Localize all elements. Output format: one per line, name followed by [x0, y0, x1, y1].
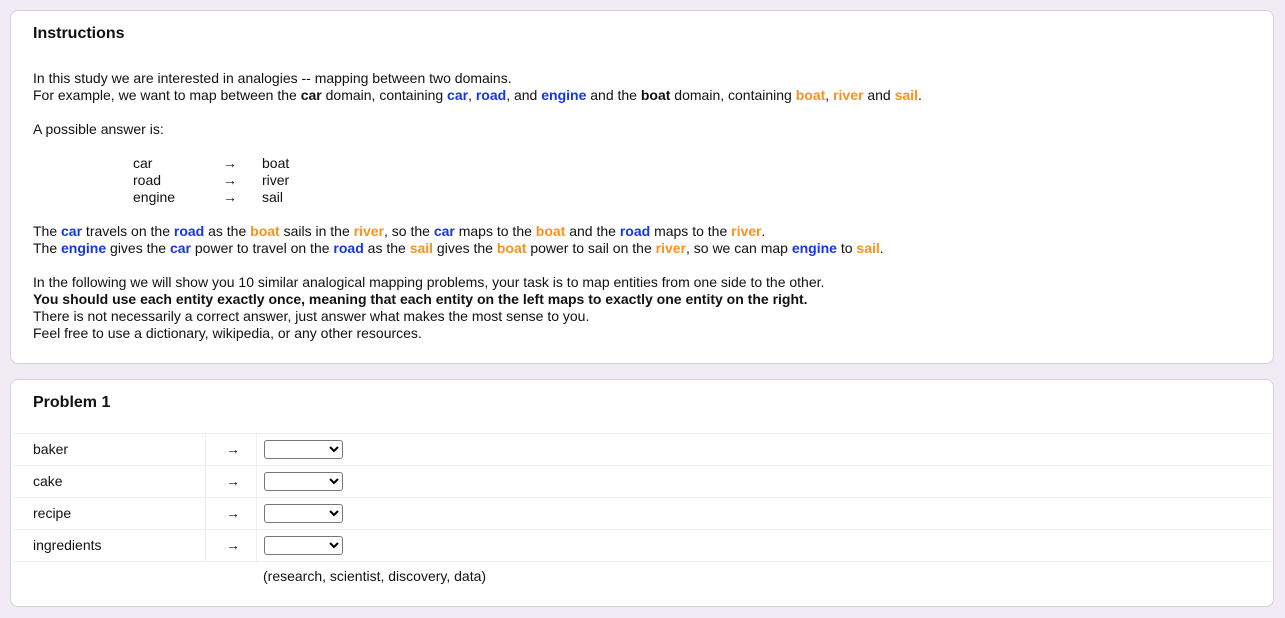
example-left: road [133, 172, 162, 188]
instructions-card [10, 10, 1274, 364]
example-right: boat [262, 155, 290, 171]
row-label: recipe [33, 505, 72, 521]
mapping-row [13, 497, 1271, 530]
example-right: sail [262, 189, 284, 205]
explanation-line-2: The engine gives the car power to travel on the road as the sail gives the boat power to sail on the river, so we can map engine to sail. [33, 240, 884, 256]
problem-title: Problem 1 [33, 394, 111, 411]
intro-line-2: For example, we want to map between the car domain, containing car, road, and engine and the boat domain, containing boat, river and sail. [33, 87, 922, 103]
mapping-select-recipe[interactable] [264, 504, 343, 523]
options-hint: (research, scientist, discovery, data) [263, 568, 487, 584]
example-left: engine [133, 189, 176, 205]
mapping-row [13, 529, 1271, 562]
mapping-row [13, 433, 1271, 466]
task-line-2: You should use each entity exactly once, meaning that each entity on the left maps to exactly one entity on the right. [33, 291, 808, 307]
row-label: cake [33, 473, 63, 489]
arrow-icon: → [226, 473, 240, 489]
mapping-select-cake[interactable] [264, 472, 343, 491]
intro-line-1: In this study we are interested in analogies -- mapping between two domains. [33, 70, 512, 86]
mapping-row [13, 465, 1271, 498]
arrow-icon: → [226, 537, 240, 553]
arrow-icon: → [223, 189, 237, 205]
mapping-select-baker[interactable] [264, 440, 343, 459]
row-label: ingredients [33, 537, 102, 553]
example-left: car [133, 155, 153, 171]
arrow-icon: → [223, 172, 237, 188]
mapping-select-ingredients[interactable] [264, 536, 343, 555]
task-line-1: In the following we will show you 10 similar analogical mapping problems, your task is to map entities from one side to the other. [33, 274, 825, 290]
problem-card [10, 379, 1274, 607]
task-line-4: Feel free to use a dictionary, wikipedia, or any other resources. [33, 325, 422, 341]
possible-answer-label: A possible answer is: [33, 121, 164, 137]
task-line-3: There is not necessarily a correct answer, just answer what makes the most sense to you. [33, 308, 590, 324]
example-right: river [262, 172, 290, 188]
explanation-line-1: The car travels on the road as the boat sails in the river, so the car maps to the boat and the road maps to the river. [33, 223, 766, 239]
arrow-icon: → [226, 441, 240, 457]
instructions-title: Instructions [33, 25, 125, 42]
row-label: baker [33, 441, 69, 457]
options-row [13, 561, 1271, 602]
arrow-icon: → [226, 505, 240, 521]
arrow-icon: → [223, 155, 237, 171]
